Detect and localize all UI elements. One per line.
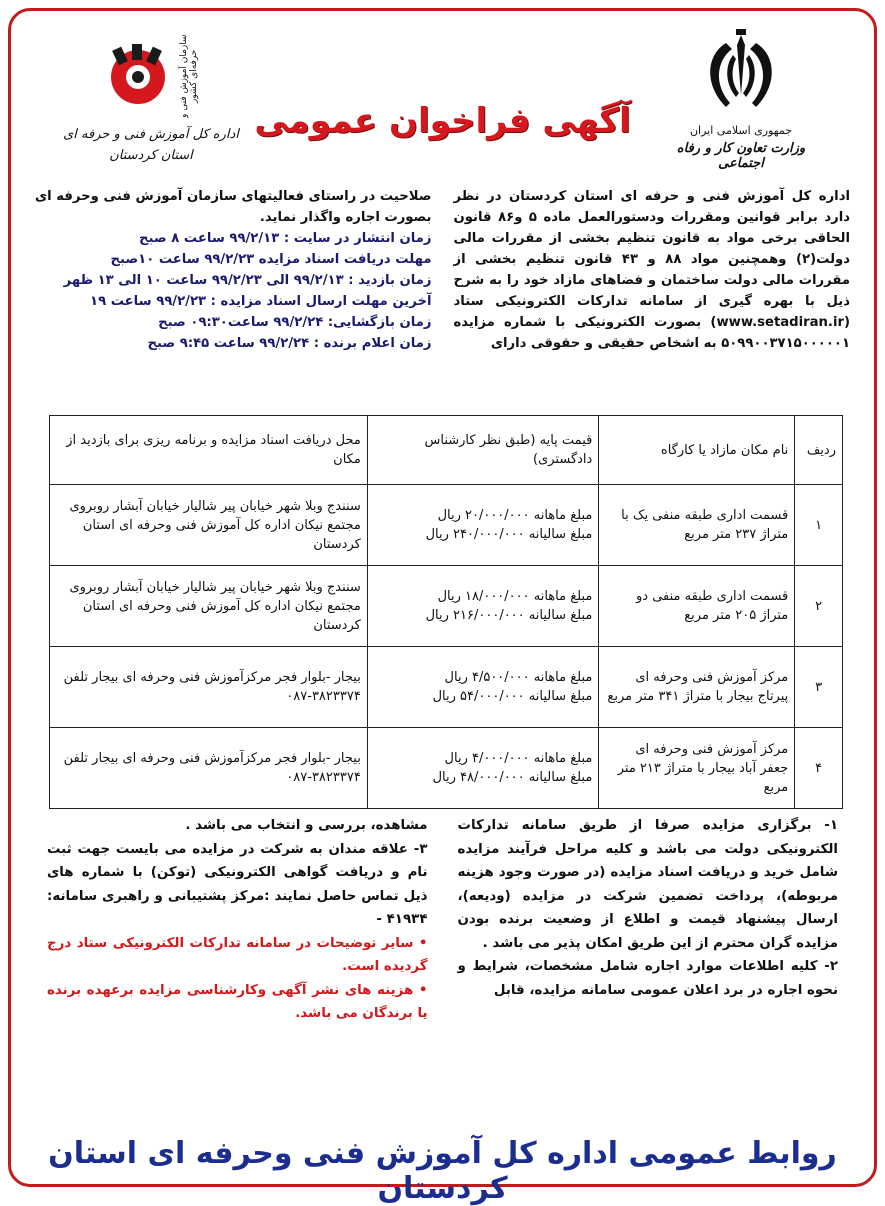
footer-signature: روابط عمومی اداره کل آموزش فنی وحرفه ای استان کردستان	[48, 1136, 837, 1206]
monthly-price: مبلغ ماهانه ۴/۰۰۰/۰۰۰ ریال	[444, 751, 593, 766]
notes-section	[47, 814, 838, 1026]
yearly-price: مبلغ سالیانه ۵۴/۰۰۰/۰۰۰ ریال	[432, 689, 593, 704]
header-location: نام مکان مازاد یا کارگاه	[599, 416, 795, 485]
tvto-logo-icon	[103, 44, 173, 106]
bullet-note-2: • هزینه های نشر آگهی وکارشناسی مزایده برعهده برنده یا برندگان می باشد.	[47, 982, 428, 1021]
location-cell: قسمت اداری طبقه منفی یک با متراژ ۲۳۷ متر مربع	[599, 485, 795, 566]
price-cell	[367, 566, 599, 647]
table-header-row	[50, 416, 843, 485]
note-2-continuation: مشاهده، بررسی و انتخاب می باشد .	[185, 818, 428, 833]
yearly-price: مبلغ سالیانه ۴۸/۰۰۰/۰۰۰ ریال	[432, 770, 593, 785]
monthly-price: مبلغ ماهانه ۱۸/۰۰۰/۰۰۰ ریال	[437, 589, 593, 604]
schedule-item: زمان بازگشایی: ۹۹/۲/۲۴ ساعت۰۹:۳۰ صبح	[158, 315, 432, 330]
intro-section	[35, 186, 850, 354]
table-row	[50, 647, 843, 728]
place-cell: سنندج وبلا شهر خیابان پیر شالیار خیابان آبشار روبروی مجتمع نیکان اداره کل آموزش فنی وحرفه ای استان کردستان	[50, 566, 368, 647]
row-number: ۱	[795, 485, 843, 566]
table-row	[50, 485, 843, 566]
page-title: آگهی فراخوان عمومی	[254, 101, 631, 141]
header-document-place: محل دریافت اسناد مزایده و برنامه ریزی برای بازدید از مکان	[50, 416, 368, 485]
place-cell: بیجار -بلوار فجر مرکزآموزش فنی وحرفه ای بیجار تلفن ۳۸۲۳۳۷۴-۰۸۷	[50, 647, 368, 728]
table-row	[50, 566, 843, 647]
schedule-item: زمان بازدید : ۹۹/۲/۱۳ الی ۹۹/۲/۲۳ ساعت ۱۰ الی ۱۳ ظهر	[63, 273, 432, 288]
row-number: ۳	[795, 647, 843, 728]
office-name-line1: اداره کل آموزش فنی و حرفه ای	[63, 127, 239, 142]
monthly-price: مبلغ ماهانه ۲۰/۰۰۰/۰۰۰ ریال	[437, 508, 593, 523]
tvto-logo-block	[51, 29, 251, 163]
place-cell: سنندج وبلا شهر خیابان پیر شالیار خیابان آبشار روبروی مجتمع نیکان اداره کل آموزش فنی وحرفه ای استان کردستان	[50, 485, 368, 566]
yearly-price: مبلغ سالیانه ۲۱۶/۰۰۰/۰۰۰ ریال	[425, 608, 593, 623]
note-2: ۲- کلیه اطلاعات موارد اجاره شامل مشخصات، شرایط و نحوه اجاره در برد اعلان عمومی سامانه مزایده، قابل	[457, 959, 838, 998]
office-name-line2: استان کردستان	[109, 148, 193, 163]
schedule-item: آخرین مهلت ارسال اسناد مزایده : ۹۹/۲/۲۳ ساعت ۱۹	[90, 294, 432, 309]
price-cell	[367, 647, 599, 728]
schedule-list	[35, 228, 432, 354]
header-base-price: قیمت پایه (طبق نظر کارشناس دادگستری)	[367, 416, 599, 485]
monthly-price: مبلغ ماهانه ۴/۵۰۰/۰۰۰ ریال	[444, 670, 593, 685]
price-cell	[367, 728, 599, 809]
header-row-number: ردیف	[795, 416, 843, 485]
row-number: ۲	[795, 566, 843, 647]
place-cell: بیجار -بلوار فجر مرکزآموزش فنی وحرفه ای بیجار تلفن ۳۸۲۳۳۷۴-۰۸۷	[50, 728, 368, 809]
location-cell: قسمت اداری طبقه منفی دو متراژ ۲۰۵ متر مربع	[599, 566, 795, 647]
schedule-item: مهلت دریافت اسناد مزایده ۹۹/۲/۲۳ ساعت ۱۰صبح	[110, 252, 432, 267]
properties-table	[49, 415, 843, 809]
row-number: ۴	[795, 728, 843, 809]
intro-continuation: صلاحیت در راستای فعالیتهای سازمان آموزش فنی وحرفه ای بصورت اجاره واگذار نماید.	[35, 189, 432, 225]
bullet-note-1: • سایر توضیحات در سامانه تدارکات الکترونیکی ستاد درج گردیده است.	[47, 935, 428, 974]
note-3: ۳- علاقه مندان به شرکت در مزایده می بایست جهت ثبت نام و دریافت گواهی الکترونیکی (توکن) با شماره های ذیل تماس حاصل نمایند :مرکز پشتیبانی و راهبری سامانه: ۴۱۹۳۴ -	[47, 841, 428, 927]
emblem-caption-1: جمهوری اسلامی ایران	[689, 124, 793, 137]
announcement-page	[8, 8, 877, 1206]
schedule-item: زمان انتشار در سایت : ۹۹/۲/۱۳ ساعت ۸ صبح	[139, 231, 432, 246]
notes-left-column	[47, 814, 428, 1026]
iran-emblem-icon	[696, 25, 786, 120]
table-row	[50, 728, 843, 809]
intro-right-column	[35, 186, 432, 354]
notes-right-column	[458, 814, 839, 1026]
price-cell	[367, 485, 599, 566]
iran-emblem-block	[666, 25, 816, 171]
note-1: ۱- برگزاری مزایده صرفا از طریق سامانه تدارکات الکترونیکی دولت می باشد و کلیه مراحل فرآیند مزایده شامل خرید و دریافت اسناد مزایده (در صورت وجود هزینه مربوطه)، پرداخت تضمین شرکت در مزایده (ودیعه)، ارسال پیشنهاد قیمت و اطلاع از وضعیت برنده بودن مزایده گران محترم از این طریق امکان پذیر می باشد .	[457, 818, 838, 951]
schedule-item: زمان اعلام برنده : ۹۹/۲/۲۴ ساعت ۹:۴۵ صبح	[147, 336, 432, 351]
location-cell: مرکز آموزش فنی وحرفه ای جعفر آباد بیجار با متراژ ۲۱۳ متر مربع	[599, 728, 795, 809]
intro-paragraph: اداره کل آموزش فنی و حرفه ای استان کردستان در نظر دارد برابر قوانین ومقررات ودستورالعمل ماده ۵ و۸۶ قانون الحاقی برخی مواد به قانون تنظیم بخشی از مقررات مالی دولت(۲) وهمچنین مواد ۸۸ و ۴۳ قانون تنظیم بخشی از مقررات مالی دولت ساختمان و فضاهای مازاد خود را به شرح ذیل با بهره گیری از سامانه تدارکات الکترونیکی ستاد (www.setadiran.ir) بصورت الکترونیکی با شماره مزایده ۵۰۹۹۰۰۳۷۱۵۰۰۰۰۰۱ به اشخاص حقیقی و حقوقی دارای	[453, 189, 850, 351]
yearly-price: مبلغ سالیانه ۲۴۰/۰۰۰/۰۰۰ ریال	[425, 527, 593, 542]
ministry-name: وزارت تعاون کار و رفاه اجتماعی	[676, 141, 806, 171]
tvto-caption: سازمان آموزش فنی و حرفه‌ای کشور	[179, 34, 199, 118]
location-cell: مرکز آموزش فنی وحرفه ای پیرتاج بیجار با متراژ ۳۴۱ متر مربع	[599, 647, 795, 728]
